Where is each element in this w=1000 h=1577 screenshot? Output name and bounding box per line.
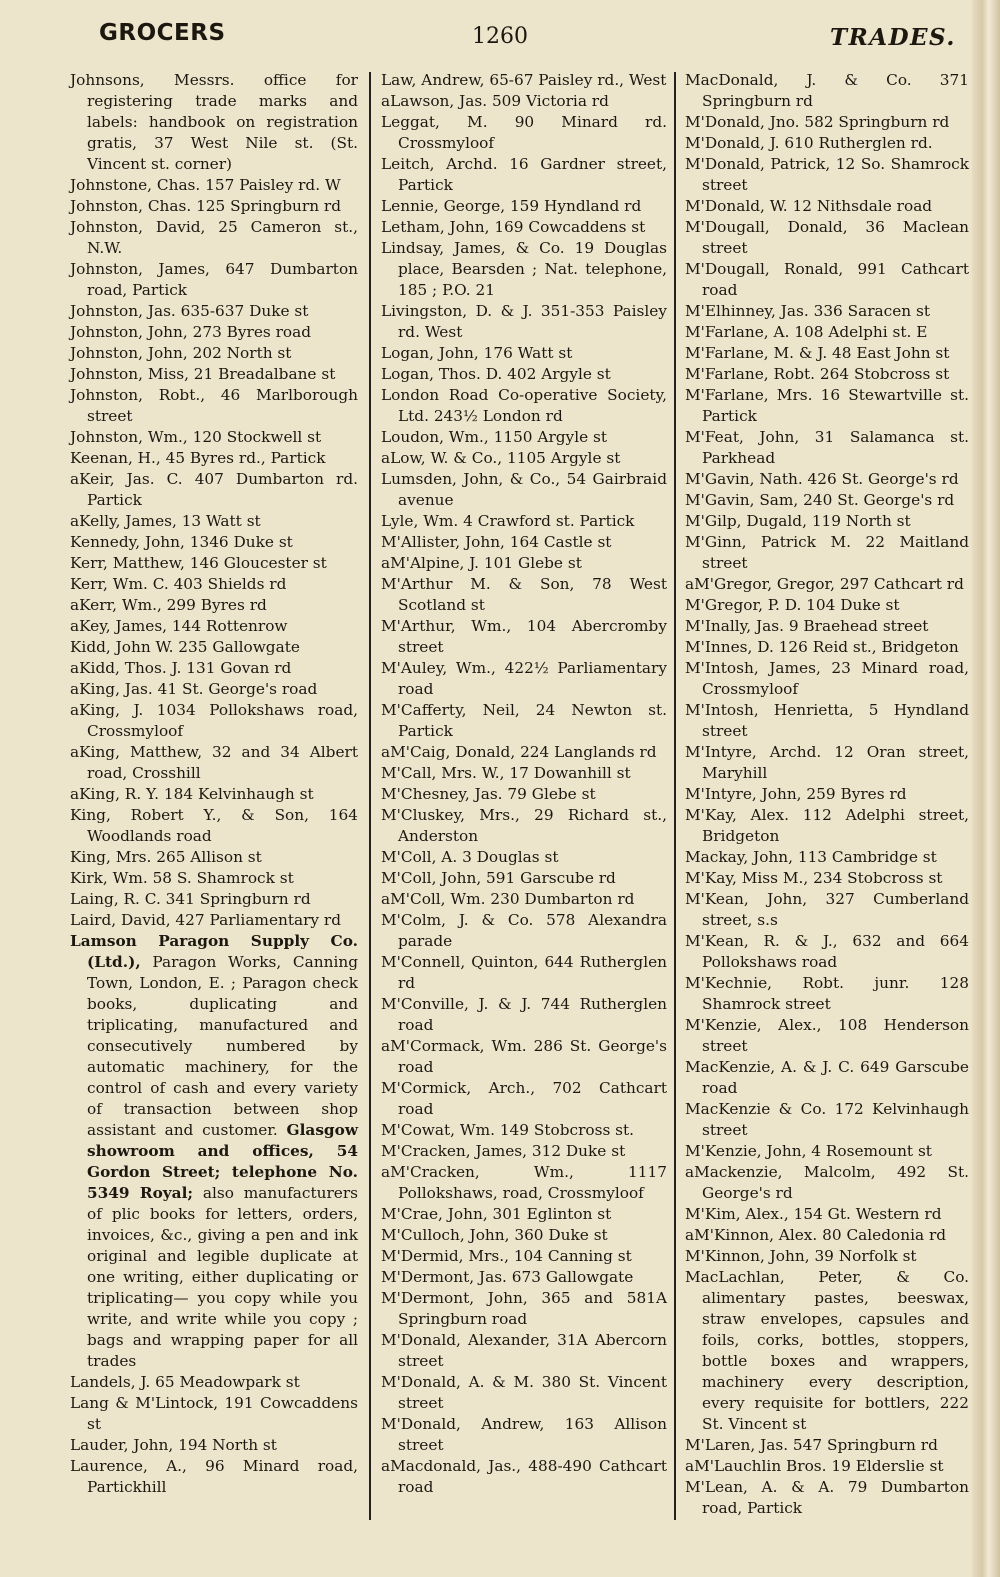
advert-text: Paragon Works, Canning Town, London, E. ; Paragon check books, duplicating and triplicating, manufactured and consecutively numbered by automatic machinery, for the control of cash and every variety of transaction between shop assistant and customer. [87,953,358,1139]
listing-entry: M'Gregor, P. D. 104 Duke st [685,596,900,614]
listing-entry: M'Colm, J. & Co. 578 Alexandra parade [381,911,667,950]
listing-entry: M'Gavin, Sam, 240 St. George's rd [685,491,955,509]
listing-entry: Laird, David, 427 Parliamentary rd [70,911,342,929]
column-1 [70,70,358,1498]
listing-entry: M'Kean, R. & J., 632 and 664 Pollokshaws road [685,932,969,971]
advert-showroom: Glasgow showroom and offices, 54 Gordon Street; telephone No. 5349 Royal; [87,1121,358,1202]
listing-entry: Johnston, David, 25 Cameron st., N.W. [70,218,358,257]
listing-entry: Johnston, Miss, 21 Breadalbane st [70,365,336,383]
listing-entry: M'Allister, John, 164 Castle st [381,533,612,551]
listing-entry: Letham, John, 169 Cowcaddens st [381,218,646,236]
listing-entry: M'Laren, Jas. 547 Springburn rd [685,1436,938,1454]
listing-entry: Kennedy, John, 1346 Duke st [70,533,293,551]
listing-entry: Leitch, Archd. 16 Gardner street, Partick [381,155,667,194]
section-title: GROCERS [99,20,226,46]
listing-entry: aKing, R. Y. 184 Kelvinhaugh st [70,785,314,803]
listing-entry: Logan, John, 176 Watt st [381,344,573,362]
listing-entry: aKey, James, 144 Rottenrow [70,617,288,635]
listing-entry: M'Arthur, Wm., 104 Abercromby street [381,617,667,656]
listing-entry: aM'Alpine, J. 101 Glebe st [381,554,582,572]
listing-entry: M'Auley, Wm., 422½ Parliamentary road [381,659,667,698]
listing-entry: Laurence, A., 96 Minard road, Partickhill [70,1457,358,1496]
page-binding-edge [972,0,1000,1577]
listing-entry: M'Cowat, Wm. 149 Stobcross st. [381,1121,635,1139]
listing-entry: aM'Gregor, Gregor, 297 Cathcart rd [685,575,964,593]
listing-entry: M'Intosh, James, 23 Minard road, Crossmyloof [685,659,969,698]
listing-entry: M'Ginn, Patrick M. 22 Maitland street [685,533,969,572]
page-number: 1260 [472,24,528,49]
listing-entry: M'Donald, Andrew, 163 Allison street [381,1415,667,1454]
listing-entry: M'Intosh, Henrietta, 5 Hyndland street [685,701,969,740]
listing-entry: M'Cormick, Arch., 702 Cathcart road [381,1079,667,1118]
listing-entry: aKing, Matthew, 32 and 34 Albert road, Crosshill [70,743,358,782]
listing-entry: MacLachlan, Peter, & Co. alimentary pastes, beeswax, straw envelopes, capsules and foils, corks, bottles, stoppers, bottle boxes and wrappers, machinery every description, every requisite for bottlers, 222 St. Vincent st [685,1268,969,1433]
listing-entry: M'Donald, Alexander, 31A Abercorn street [381,1331,667,1370]
listing-entry: M'Innes, D. 126 Reid st., Bridgeton [685,638,959,656]
listing-entry: aKeir, Jas. C. 407 Dumbarton rd. Partick [70,470,358,509]
listing-entry: Johnsons, Messrs. office for registering trade marks and labels: handbook on registration gratis, 37 West Nile st. (St. Vincent st. corner) [70,71,358,173]
listing-entry: M'Conville, J. & J. 744 Rutherglen road [381,995,667,1034]
listing-entry: MacKenzie, A. & J. C. 649 Garscube road [685,1058,969,1097]
listing-entry: M'Kay, Alex. 112 Adelphi street, Bridgeton [685,806,969,845]
listing-entry: M'Gilp, Dugald, 119 North st [685,512,911,530]
listing-entry: M'Farlane, Mrs. 16 Stewartville st. Partick [685,386,969,425]
listing-entry: M'Coll, John, 591 Garscube rd [381,869,616,887]
listing-entry: London Road Co-operative Society, Ltd. 243½ London rd [381,386,667,425]
listing-entry: M'Lean, A. & A. 79 Dumbarton road, Partick [685,1478,969,1517]
listing-entry: Johnstone, Chas. 157 Paisley rd. W [70,176,341,194]
column-3 [685,70,969,1519]
listing-entry: MacKenzie & Co. 172 Kelvinhaugh street [685,1100,969,1139]
listing-entry: Kerr, Wm. C. 403 Shields rd [70,575,287,593]
listing-entry: M'Kenzie, Alex., 108 Henderson street [685,1016,969,1055]
listing-entry: Leggat, M. 90 Minard rd. Crossmyloof [381,113,667,152]
listing-entry: M'Inally, Jas. 9 Braehead street [685,617,929,635]
listing-entry: aKing, Jas. 41 St. George's road [70,680,318,698]
listing-entry: M'Donald, W. 12 Nithsdale road [685,197,933,215]
listing-entry: Johnston, Chas. 125 Springburn rd [70,197,342,215]
listing-entry: M'Farlane, M. & J. 48 East John st [685,344,950,362]
listing-entry: M'Intyre, Archd. 12 Oran street, Maryhill [685,743,969,782]
listing-entry: MacDonald, J. & Co. 371 Springburn rd [685,71,969,110]
listing-entry: M'Kean, John, 327 Cumberland street, s.s [685,890,969,929]
listing-entry: M'Dermont, Jas. 673 Gallowgate [381,1268,634,1286]
listing-entry: Johnston, Robt., 46 Marlborough street [70,386,358,425]
listing-entry: King, Mrs. 265 Allison st [70,848,262,866]
listing-entry: Lindsay, James, & Co. 19 Douglas place, Bearsden ; Nat. telephone, 185 ; P.O. 21 [381,239,667,299]
listing-entry: M'Kenzie, John, 4 Rosemount st [685,1142,932,1160]
listing-entry: aM'Cracken, Wm., 1117 Pollokshaws, road, Crossmyloof [381,1163,667,1202]
listing-entry: M'Gavin, Nath. 426 St. George's rd [685,470,959,488]
listing-entry: M'Kay, Miss M., 234 Stobcross st [685,869,943,887]
listing-entry: M'Feat, John, 31 Salamanca st. Parkhead [685,428,969,467]
listing-entry: aKelly, James, 13 Watt st [70,512,261,530]
listing-entry: M'Cluskey, Mrs., 29 Richard st., Anderston [381,806,667,845]
listing-entry: M'Cafferty, Neil, 24 Newton st. Partick [381,701,667,740]
listing-entry: Kerr, Matthew, 146 Gloucester st [70,554,327,572]
listing-entry: M'Kinnon, John, 39 Norfolk st [685,1247,917,1265]
listing-entry: Mackay, John, 113 Cambridge st [685,848,937,866]
listing-entry: Johnston, James, 647 Dumbarton road, Partick [70,260,358,299]
listing-entry: Laing, R. C. 341 Springburn rd [70,890,311,908]
listing-entry: aM'Lauchlin Bros. 19 Elderslie st [685,1457,944,1475]
listing-entry: Kirk, Wm. 58 S. Shamrock st [70,869,294,887]
listing-entry: M'Dougall, Ronald, 991 Cathcart road [685,260,969,299]
listing-entry-advert [70,931,358,1372]
listing-entry: King, Robert Y., & Son, 164 Woodlands road [70,806,358,845]
listing-entry: M'Connell, Quinton, 644 Rutherglen rd [381,953,667,992]
listing-entry: M'Donald, A. & M. 380 St. Vincent street [381,1373,667,1412]
listing-entry: aM'Caig, Donald, 224 Langlands rd [381,743,657,761]
listing-entry: M'Crae, John, 301 Eglinton st [381,1205,612,1223]
column-rule-2 [674,72,676,1520]
listing-entry: Johnston, Wm., 120 Stockwell st [70,428,322,446]
listing-entry: aMackenzie, Malcolm, 492 St. George's rd [685,1163,969,1202]
listing-entry: M'Farlane, A. 108 Adelphi st. E [685,323,928,341]
listing-entry: Logan, Thos. D. 402 Argyle st [381,365,611,383]
advert-text-2: also manufacturers of plic books for letters, orders, invoices, &c., giving a pen and ink original and legible duplicate at one writing, either duplicating or triplicating— you copy while you write, and write while you copy ; bags and wrapping paper for all trades [87,1184,358,1370]
listing-entry: Lumsden, John, & Co., 54 Gairbraid avenue [381,470,667,509]
listing-entry: M'Dougall, Donald, 36 Maclean street [685,218,969,257]
column-rule-1 [369,72,371,1520]
listing-entry: M'Coll, A. 3 Douglas st [381,848,559,866]
listing-entry: M'Donald, Jno. 582 Springburn rd [685,113,950,131]
listing-entry: aKing, J. 1034 Pollokshaws road, Crossmyloof [70,701,358,740]
listing-entry: M'Arthur M. & Son, 78 West Scotland st [381,575,667,614]
listing-entry: Landels, J. 65 Meadowpark st [70,1373,300,1391]
listing-entry: M'Kechnie, Robt. junr. 128 Shamrock street [685,974,969,1013]
listing-entry: Lennie, George, 159 Hyndland rd [381,197,642,215]
listing-entry: Lyle, Wm. 4 Crawford st. Partick [381,512,635,530]
listing-entry: Johnston, Jas. 635-637 Duke st [70,302,309,320]
listing-entry: Lang & M'Lintock, 191 Cowcaddens st [70,1394,358,1433]
listing-entry: Keenan, H., 45 Byres rd., Partick [70,449,326,467]
listing-entry: aKidd, Thos. J. 131 Govan rd [70,659,292,677]
listing-entry: M'Elhinney, Jas. 336 Saracen st [685,302,931,320]
listing-entry: Johnston, John, 273 Byres road [70,323,312,341]
listing-entry: Loudon, Wm., 1150 Argyle st [381,428,608,446]
listing-entry: Livingston, D. & J. 351-353 Paisley rd. West [381,302,667,341]
listing-entry: M'Intyre, John, 259 Byres rd [685,785,907,803]
listing-entry: Law, Andrew, 65-67 Paisley rd., West [381,71,667,89]
listing-entry: M'Call, Mrs. W., 17 Dowanhill st [381,764,631,782]
listing-entry: aMacdonald, Jas., 488-490 Cathcart road [381,1457,667,1496]
listing-entry: M'Kim, Alex., 154 Gt. Western rd [685,1205,942,1223]
section-label: TRADES. [830,24,956,51]
advert-company-name: Lamson Paragon Supply Co. (Ltd.), [70,932,358,971]
listing-entry: Johnston, John, 202 North st [70,344,292,362]
listing-entry: aLow, W. & Co., 1105 Argyle st [381,449,621,467]
column-2 [381,70,667,1498]
listing-entry: aM'Coll, Wm. 230 Dumbarton rd [381,890,635,908]
listing-entry: M'Donald, J. 610 Rutherglen rd. [685,134,933,152]
listing-entry: M'Donald, Patrick, 12 So. Shamrock street [685,155,969,194]
listing-entry: aLawson, Jas. 509 Victoria rd [381,92,609,110]
listing-entry: aM'Cormack, Wm. 286 St. George's road [381,1037,667,1076]
listing-entry: M'Cracken, James, 312 Duke st [381,1142,626,1160]
listing-entry: Kidd, John W. 235 Gallowgate [70,638,300,656]
listing-entry: M'Chesney, Jas. 79 Glebe st [381,785,596,803]
listing-entry: M'Culloch, John, 360 Duke st [381,1226,608,1244]
listing-entry: M'Dermid, Mrs., 104 Canning st [381,1247,632,1265]
listing-entry: M'Dermont, John, 365 and 581A Springburn road [381,1289,667,1328]
listing-entry: aM'Kinnon, Alex. 80 Caledonia rd [685,1226,947,1244]
listing-entry: Lauder, John, 194 North st [70,1436,277,1454]
listing-entry: M'Farlane, Robt. 264 Stobcross st [685,365,950,383]
listing-entry: aKerr, Wm., 299 Byres rd [70,596,267,614]
